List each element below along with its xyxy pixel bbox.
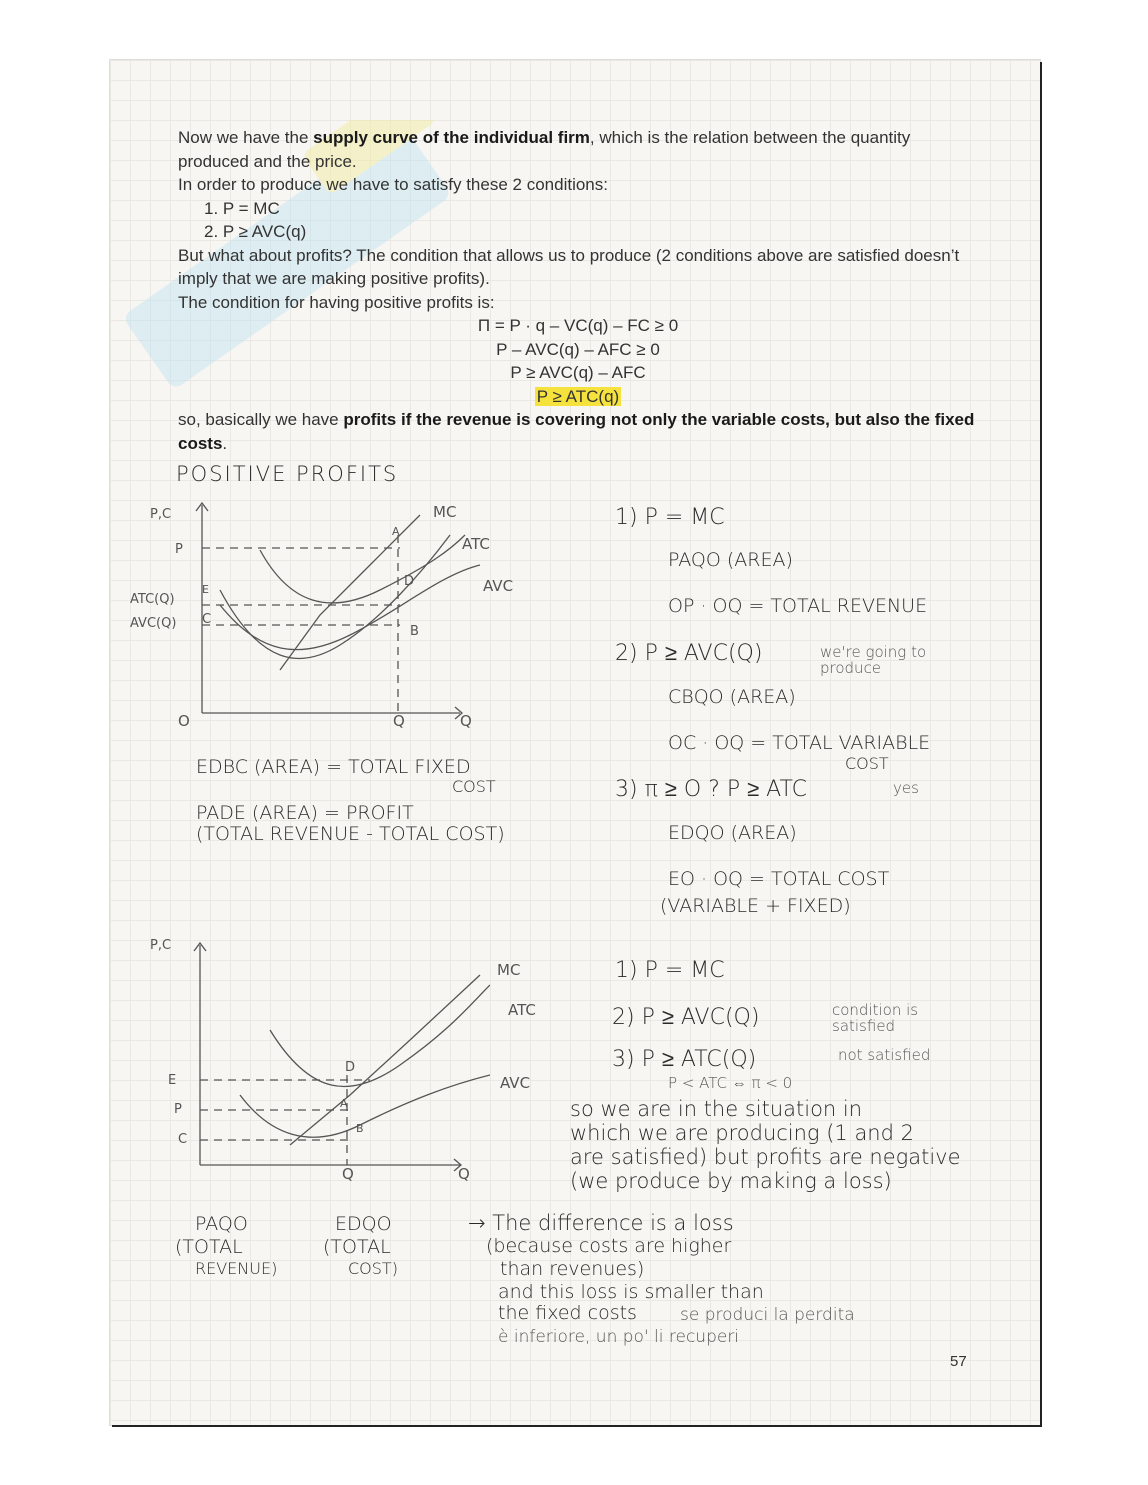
mc-line	[280, 515, 420, 670]
g1-label-e: E	[202, 583, 209, 596]
bold-text: profits if the revenue is covering not only the variable costs, but also the fixed costs	[178, 410, 975, 453]
r1-total-variable: OC · OQ = TOTAL VARIABLE	[668, 732, 931, 754]
bottom-loss-5-note: se produci la perdita	[680, 1305, 855, 1325]
r1-cbqo: CBQO (AREA)	[668, 686, 796, 708]
text: .	[222, 433, 228, 453]
g1-label-origin: O	[178, 712, 190, 730]
g1-label-b: B	[410, 624, 419, 639]
r1-total-revenue: OP · OQ = TOTAL REVENUE	[668, 595, 928, 617]
r2-line4: (we produce by making a loss)	[570, 1169, 892, 1193]
r2-cond3-note: not satisfied	[838, 1046, 931, 1064]
g1-label-mc: MC	[433, 503, 457, 521]
g1-label-avc: AVC	[483, 577, 514, 595]
r2-cond3-sub: P < ATC ⇔ π < 0	[668, 1074, 793, 1092]
conditions-list	[204, 197, 978, 244]
g2-label-mc: MC	[497, 961, 521, 979]
equation-4-highlighted: P ≥ ATC(q)	[536, 386, 620, 406]
bottom-loss-6: è inferiore, un po' li recuperi	[498, 1327, 740, 1347]
r2-line3: are satisfied) but profits are negative	[570, 1145, 961, 1169]
equation-3: P ≥ AVC(q) – AFC	[510, 363, 646, 382]
g1-label-atc: ATC	[462, 535, 490, 553]
g1-axis-y: P,C	[150, 507, 172, 522]
note-fixed-cost: EDBC (AREA) = TOTAL FIXED	[196, 756, 471, 778]
g2-label-a: A	[340, 1097, 348, 1110]
bottom-loss-1: → The difference is a loss	[468, 1211, 734, 1235]
r1-edqo: EDQO (AREA)	[668, 822, 797, 844]
bottom-loss-4: and this loss is smaller than	[498, 1281, 764, 1303]
r2-cond1: 1) P = MC	[615, 958, 725, 983]
r2-cond3: 3) P ≥ ATC(Q)	[612, 1047, 757, 1072]
condition-1: 1. P = MC	[204, 198, 280, 218]
g2-label-avc: AVC	[500, 1074, 531, 1092]
r2-cond2-note: condition is satisfied	[832, 1001, 919, 1035]
typed-text-block	[178, 126, 978, 455]
bold-text: supply curve of the individual firm	[313, 128, 590, 147]
r2-line2: which we are producing (1 and 2	[570, 1121, 914, 1145]
condition-2: 2. P ≥ AVC(q)	[204, 222, 307, 241]
g1-label-q: Q	[393, 712, 405, 730]
g2-label-b: B	[356, 1122, 364, 1135]
g1-label-avcq: AVC(Q)	[130, 616, 177, 631]
g2-label-d: D	[345, 1060, 356, 1075]
note-fixed-cost-2: COST	[452, 777, 496, 796]
bottom-paqo-2: (TOTAL	[175, 1236, 243, 1258]
note-profit-formula: (TOTAL REVENUE - TOTAL COST)	[196, 823, 505, 845]
g1-label-a: A	[392, 525, 400, 538]
paragraph-supply-curve	[178, 126, 978, 173]
graph-positive-profits	[120, 495, 540, 740]
g2-label-atc: ATC	[508, 1001, 536, 1019]
paragraph-profits-condition: The condition for having positive profits is:	[178, 292, 495, 312]
g2-label-c: C	[178, 1132, 188, 1147]
text: so, basically we have	[178, 410, 344, 429]
bottom-loss-2: (because costs are higher	[486, 1235, 732, 1257]
r1-total-variable-2: COST	[845, 754, 889, 773]
r1-total-cost: EO · OQ = TOTAL COST	[668, 868, 890, 890]
r1-cond3: 3) π ≥ O ? P ≥ ATC	[615, 777, 808, 802]
text: Now we have the	[178, 128, 314, 147]
handwritten-title: POSITIVE PROFITS	[176, 462, 399, 486]
bottom-paqo: PAQO	[195, 1213, 248, 1235]
bottom-edqo-3: COST)	[348, 1259, 398, 1278]
r2-line1: so we are in the situation in	[570, 1097, 863, 1121]
paragraph-conclusion	[178, 408, 978, 455]
g2-label-q: Q	[342, 1165, 354, 1183]
equation-4-wrap	[178, 385, 978, 409]
paragraph-profits-question: But what about profits? The condition that allows us to produce (2 conditions above are satisfied doesn’t imply that we are making positive profits).	[178, 245, 960, 288]
r1-cond1: 1) P = MC	[615, 505, 725, 530]
g1-axis-x: Q	[460, 712, 472, 730]
bottom-loss-3: than revenues)	[500, 1258, 645, 1280]
avc-curve	[240, 1075, 490, 1137]
r1-paqo: PAQO (AREA)	[668, 549, 793, 571]
bottom-edqo: EDQO	[335, 1213, 392, 1235]
bottom-paqo-3: REVENUE)	[195, 1259, 278, 1278]
text: , which is the relation between the quantity produced and the price.	[178, 128, 911, 171]
bottom-loss-5: the fixed costs	[498, 1302, 637, 1324]
avc-curve	[220, 565, 480, 650]
graph-negative-profits	[150, 935, 490, 1180]
r1-cond3-note: yes	[893, 779, 919, 797]
r1-cond2-note: we're going to produce	[820, 643, 927, 677]
r1-variable-fixed: (VARIABLE + FIXED)	[660, 895, 851, 917]
g1-label-d: D	[404, 574, 415, 589]
equation-1: Π = P · q – VC(q) – FC ≥ 0	[477, 316, 679, 335]
g1-label-c: C	[202, 612, 212, 627]
note-profit: PADE (AREA) = PROFIT	[196, 802, 414, 824]
atc-curve	[270, 985, 490, 1087]
g2-axis-x: Q	[458, 1165, 470, 1183]
page-number: 57	[950, 1353, 967, 1370]
paragraph-conditions-intro: In order to produce we have to satisfy these 2 conditions:	[178, 175, 608, 194]
g1-label-atcq: ATC(Q)	[130, 592, 175, 607]
bottom-edqo-2: (TOTAL	[323, 1236, 391, 1258]
g2-label-e: E	[168, 1073, 177, 1088]
mc-line	[290, 975, 480, 1145]
atc-curve	[260, 535, 465, 603]
r2-cond2: 2) P ≥ AVC(Q)	[612, 1005, 760, 1030]
g2-label-p: P	[174, 1102, 182, 1117]
equation-2: P – AVC(q) – AFC ≥ 0	[496, 339, 660, 359]
g1-label-p: P	[175, 542, 183, 557]
g2-axis-y: P,C	[150, 938, 172, 953]
r1-cond2: 2) P ≥ AVC(Q)	[615, 641, 763, 666]
